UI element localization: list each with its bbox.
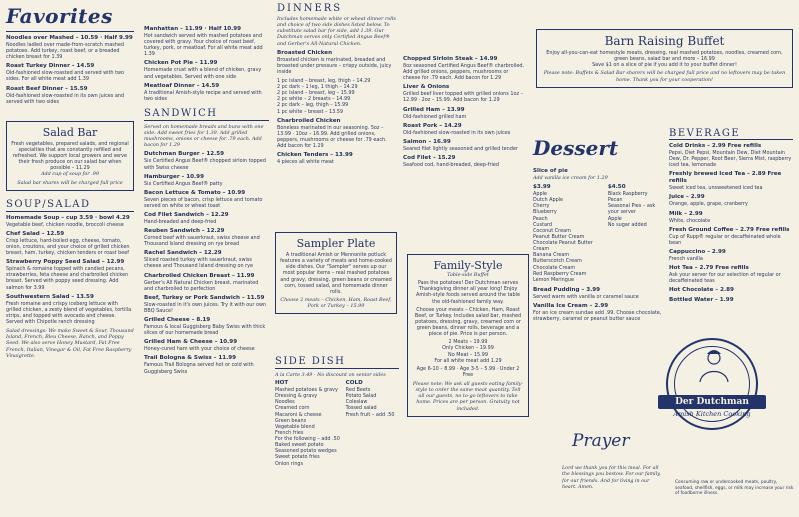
- pie-item: No sugar added: [607, 221, 647, 228]
- menu-item-desc: Cup of Rupp® regular or decaffeinated whole bean: [669, 233, 781, 246]
- pie-item: Chocolate Cream: [533, 264, 576, 271]
- menu-item-desc: Seared filet lightly seasoned and grilled tender: [403, 145, 518, 152]
- menu-item-name: Grilled Ham – 13.99: [403, 106, 465, 113]
- menu-item-desc: Pepsi, Diet Pepsi, Mountain Dew, Diet Mountain Dew, Dr. Pepper, Root Beer, Sierra Mist, raspberry iced tea, lemonade: [669, 149, 792, 169]
- slice-label: Slice of pie: [533, 168, 568, 174]
- barn-raising-title: Barn Raising Buffet: [604, 34, 725, 48]
- sampler-desc: A traditional Amish or Mennonite potluck features a variety of meats and home-cooked side dishes. Our "Sampler" serves up our most popular items – real mashed potatoes and gravy, dressing, green beans or creamed corn, tossed salad, and homemade dinner rolls.: [280, 252, 392, 295]
- menu-item-name: Cappuccino – 2.99: [669, 248, 726, 255]
- menu-item-desc: Corned beef with sauerkraut, swiss cheese and Thousand Island dressing on rye bread: [144, 235, 260, 248]
- menu-item-name: Grilled Cheese – 8.19: [144, 317, 211, 324]
- broasted-chicken: [277, 50, 396, 75]
- menu-item-desc: 8oz seasoned Certified Angus Beef® charbroiled. Add grilled onions, peppers, mushrooms or cheese for .79 each. Add bacon for 1.29: [403, 62, 525, 82]
- family-meat-option: Only Chicken – 19.99: [442, 345, 494, 352]
- chicken-piece-option: 2 pc dark – leg, thigh – 15.99: [277, 102, 349, 109]
- sandwich-title: SANDWICH: [144, 108, 269, 121]
- menu-item-desc: A traditional Amish-style recipe and served with two sides: [144, 89, 262, 102]
- pie-item: Pecan: [607, 197, 623, 204]
- menu-item-desc: Famous Trail Bologna served hot or cold with Guggisberg Swiss: [144, 362, 254, 375]
- menu-item-desc: Old-fashioned slow-roasted in its own juices: [403, 129, 511, 136]
- menu-item-name: Cold Drinks – 2.99 Free refills: [669, 143, 762, 149]
- menu-item: [144, 26, 269, 57]
- menu-item-name: Meatloaf Dinner – 14.59: [144, 82, 220, 89]
- menu-item-desc: 4 pieces all white meat: [277, 159, 334, 166]
- chicken-piece-option: 2 pc dark – 1 leg, 1 thigh – 14.29: [277, 84, 358, 91]
- barn-raising-desc: Enjoy all-you-can-eat homestyle meats, dressing, real mashed potatoes, noodles, creamed corn, green beans, salad bar and more – 16.99: [546, 50, 783, 63]
- hot-sides-list: [275, 387, 342, 467]
- menu-item: [669, 297, 793, 304]
- chicken-pieces-list: [277, 78, 396, 115]
- soup-salad-list: [6, 215, 134, 325]
- menu-item: [144, 60, 269, 79]
- menu-item-name: Grilled Ham & Cheese – 10.99: [144, 339, 238, 346]
- cold-label: COLD: [345, 380, 363, 387]
- menu-item-name: Liver & Onions: [403, 84, 450, 91]
- menu-item-name: Noodles over Mashed – 10.59 · Half 9.99: [6, 35, 133, 41]
- barn-raising-save: Save $1 on a slice of pie if you add it to your buffet dinner!: [592, 62, 737, 69]
- menu-item-desc: Six Certified Angus Beef® chopped sirloin topped with Swiss cheese: [144, 158, 266, 171]
- hot-side-item: French fries: [275, 429, 304, 436]
- menu-item-desc: Old-fashioned grilled ham: [403, 113, 467, 120]
- barn-raising-note: Please note: Buffets & Salad Bar sharers will be charged full price and no leftovers may be taken home. Thank you for your cooperation!: [543, 70, 786, 83]
- sandwich-list: [144, 151, 269, 374]
- hot-side-item: Vegetable blend: [275, 423, 315, 430]
- menu-item: [6, 294, 134, 325]
- menu-item: [669, 265, 793, 284]
- menu-item-desc: Ask your server for our selection of regular or decaffeinated teas: [669, 272, 781, 285]
- salad-bar-note: Add cup of soup for .99: [41, 171, 99, 178]
- fine-print: Consuming raw or undercooked meats, poultry, seafood, shellfish, eggs, or milk may increase your risk of foodborne illness.: [675, 480, 794, 497]
- buffet-column: [530, 0, 799, 130]
- family-style-note: Please note: We ask all guests eating family-style to order the same meat quantity. Tell all our guests, no to-go leftovers to take home. Prices are per person. Gratuity not included.: [412, 381, 524, 412]
- menu-item: [6, 86, 134, 105]
- family-meat-option: 2 Meats – 19.99: [448, 339, 488, 346]
- menu-item-name: Bacon Lettuce & Tomato – 10.99: [144, 189, 246, 196]
- pie-item: Custard: [533, 221, 553, 228]
- dessert-list: [533, 287, 663, 322]
- beverage-list: [669, 143, 793, 304]
- menu-item: [277, 152, 396, 165]
- menu-item: [144, 317, 269, 336]
- dinners-title: DINNERS: [277, 3, 343, 14]
- favorites-column: [0, 0, 138, 517]
- hot-side-item: Green beans: [275, 417, 307, 424]
- menu-item-desc: Spinach & romaine topped with candied pecans, strawberries, feta cheese and charbroiled chicken breast. Served with poppy seed dressing. Add salmon for 3.99: [6, 266, 129, 291]
- menu-item-desc: French vanilla: [669, 255, 703, 262]
- logo-subtitle: Amish Kitchen Cooking: [673, 410, 751, 418]
- pie-item: Coconut Cream: [533, 227, 571, 234]
- cold-side-item: Potato Salad: [345, 393, 377, 400]
- menu-item-desc: Boneless marinated in our seasoning. 5oz – 13.99 · 10oz – 16.99. Add grilled onions, peppers, mushrooms or cheese for .79 each. Add bacon for 1.29: [277, 124, 387, 150]
- favorites-title: Favorites: [6, 4, 113, 28]
- hot-side-item: For the following – add .50: [275, 436, 340, 443]
- menu-item: [144, 273, 269, 292]
- menu-item-desc: Grilled beef liver topped with grilled onions 1oz – 12.99 · 2oz – 15.99. Add bacon for 1.29: [403, 91, 524, 104]
- menu-item-desc: Slow-roasted in it's own juices. Try it with our own BBQ Sauce!: [144, 301, 267, 314]
- menu-item: [669, 194, 793, 207]
- menu-item: [6, 259, 134, 290]
- menu-item-name: Homemade Soup – cup 3.59 · bowl 4.29: [6, 214, 130, 221]
- menu-item: [403, 107, 525, 120]
- hot-label: HOT: [275, 380, 289, 387]
- sampler-choices: Choose 2 meats – Chicken, Ham, Roast Beef, Pork or Turkey – 15.99: [280, 296, 392, 309]
- prayer-text: Lord we thank you for this meal. For all the blessings you bestow. For our family, for our friends. And for living in our heart. Amen.: [562, 466, 661, 491]
- cold-sides-list: [346, 387, 399, 418]
- pie-item: Seasonal Pies – ask your server: [607, 203, 656, 216]
- dinners-list: [277, 118, 396, 166]
- menu-item: [403, 123, 525, 136]
- family-style-desc: Pass the potatoes! Der Dutchman serves Thanksgiving dinner all year long! Enjoy Amish-style foods served around the table the old-fashioned family way.: [416, 280, 520, 305]
- family-meat-option: No Meat – 15.99: [448, 351, 488, 358]
- menu-item-name: Chopped Sirloin Steak – 14.99: [403, 56, 498, 62]
- menu-item: [144, 295, 269, 314]
- menu-item-name: Cod Filet Sandwich – 12.29: [144, 212, 229, 219]
- dinners-column-2: [400, 0, 528, 250]
- dinners-column: [273, 0, 399, 230]
- chicken-piece-option: 1 pc island – breast, leg, thigh – 14.29: [277, 77, 371, 84]
- menu-item-name: Strawberry Poppy Seed Salad – 12.99: [6, 259, 125, 266]
- menu-item-name: Chicken Tenders – 13.99: [277, 152, 353, 159]
- menu-item: [669, 143, 793, 168]
- menu-item-desc: Six Certified Angus Beef® patty: [144, 180, 223, 187]
- menu-item-name: Southwestern Salad – 13.59: [6, 293, 94, 300]
- menu-item-name: Reuben Sandwich – 12.29: [144, 228, 225, 235]
- price-b: $4.50: [607, 184, 626, 191]
- menu-item-name: Hot Chocolate – 2.89: [669, 287, 734, 294]
- hot-side-item: Dressing & gravy: [275, 393, 318, 400]
- pie-item: Butterscotch Cream: [533, 258, 582, 265]
- hot-side-item: Mashed potatoes & gravy: [275, 387, 338, 394]
- a-la-carte: A la Carte 3.49 · No discount on senior sides: [275, 372, 386, 378]
- pie-item: Apple: [607, 215, 622, 222]
- menu-item-desc: Fresh romaine and crispy iceberg lettuce with grilled chicken, a zesty blend of vegetables, tortilla strips, and topped with avocado and cheese. Served with Chipotle ranch dressing: [6, 300, 132, 326]
- hot-side-item: Onion rings: [275, 460, 304, 467]
- pie-item: Peanut Butter Cream: [533, 233, 585, 240]
- cold-side-item: Red Beets: [345, 387, 371, 394]
- menu-item-desc: Hand-breaded and deep-fried: [144, 219, 217, 226]
- sandwich-intro: Served on homemade breads and buns with one side. Add sweet fries for 1.39. Add grilled mushrooms, onions or cheese for .79 each. Add bacon for 1.29: [144, 123, 264, 149]
- menu-item-name: Charbroiled Chicken: [277, 117, 341, 124]
- family-style-title: Family-Style: [433, 259, 503, 272]
- menu-item: [669, 249, 793, 262]
- menu-item-desc: Noodles ladled over made-from-scratch mashed potatoes. Add turkey, roast beef, or a breaded chicken breast for 1.39: [6, 41, 124, 61]
- menu-item: [144, 174, 269, 187]
- menu-item-name: Roast Pork – 14.29: [403, 122, 462, 129]
- family-style-meats: [412, 339, 524, 364]
- menu-item-name: Roast Beef Dinner – 15.59: [6, 85, 88, 92]
- pie-item: Chocolate Peanut Butter Cream: [533, 240, 593, 253]
- menu-item-name: Chef Salad – 12.59: [6, 230, 65, 237]
- sampler-box: [275, 232, 397, 314]
- pie-price-cols: [533, 184, 663, 283]
- sampler-title: Sampler Plate: [296, 237, 376, 250]
- menu-item-desc: Vegetable beef, chicken noodle, broccoli cheese: [6, 221, 124, 228]
- menu-item-name: Bottled Water – 1.99: [669, 297, 734, 304]
- menu-item-name: Dutchman Burger – 12.59: [144, 151, 225, 158]
- broasted-chicken-name: Broasted Chicken: [277, 49, 333, 56]
- family-meat-option: For all white meat add 1.29: [434, 357, 502, 364]
- chicken-piece-option: 1 pc white – breast – 13.59: [277, 108, 343, 115]
- menu-item: [6, 63, 134, 82]
- dessert-section: [533, 136, 663, 325]
- dessert-title: Dessert: [533, 136, 619, 160]
- menu-item-name: Vanilla Ice Cream – 2.99: [533, 303, 609, 310]
- menu-item-desc: Old-fashioned slow-roasted and served with two sides. For all white meat add 1.39: [6, 70, 124, 83]
- menu-item-name: Charbroiled Chicken Breast – 11.99: [144, 272, 255, 279]
- menu-item: [403, 84, 525, 103]
- menu-item: [533, 303, 663, 322]
- menu-item: [144, 212, 269, 225]
- menu-item: [669, 287, 793, 294]
- menu-item-desc: Hot sandwich served with mashed potatoes and covered with gravy. Your choice of roast beef, turkey, pork, or meatloaf. For all white meat add 1.39: [144, 32, 263, 58]
- menu-item: [533, 287, 663, 300]
- menu-item: [6, 231, 134, 256]
- pie-item: Lemon Meringue: [533, 276, 574, 283]
- menu-item: [669, 211, 793, 224]
- menu-item-name: Salmon – 16.99: [403, 138, 451, 145]
- hot-side-item: Noodles: [275, 399, 295, 406]
- salad-dressings: Salad dressings: We make Sweet & Sour, Thousand Island, French, Bleu Cheese, Ranch, and Poppy Seed. We also serve Honey Mustard, Fat Free French, Italian, Vinegar & Oil, Fat Free Raspberry Vinaigrette.: [6, 328, 134, 359]
- menu-item-name: Bread Pudding – 3.99: [533, 286, 601, 293]
- menu-item-desc: Old-fashioned slow-roasted in its own juices and served with two sides: [6, 92, 125, 105]
- cook-figure-icon: [694, 348, 734, 382]
- pie-item: Black Raspberry: [607, 191, 648, 198]
- family-style-ages: Age 6-10 – 8.99 · Age 3-5 – 5.99 · Under 2 Free: [416, 365, 520, 378]
- menu-item-name: Freshly brewed Iced Tea – 2.89 Free refills: [669, 171, 782, 185]
- menu-item: [403, 56, 525, 81]
- cold-side-item: Tossed salad: [345, 405, 377, 412]
- family-style-choose: Choose your meats – Chicken, Ham, Roast Beef, or Turkey. Includes salad bar, mashed potatoes, dressing, gravy, creamed corn or green beans, dinner rolls, beverage and a piece of pie. Price is per person.: [414, 306, 522, 338]
- pie-item: Peach: [533, 215, 548, 222]
- hot-side-item: Baked sweet potato: [275, 442, 324, 449]
- menu-item-name: Juice – 2.99: [669, 194, 705, 201]
- divider: [6, 31, 134, 32]
- menu-item: [144, 83, 269, 102]
- prayer-title: Prayer: [572, 431, 630, 451]
- menu-item-desc: Famous & local Guggisberg Baby Swiss with thick slices of our homemade bread: [144, 324, 266, 337]
- cold-side-item: Coleslaw: [345, 399, 368, 406]
- pie-item: Banana Cream: [533, 252, 570, 259]
- menu-item: [403, 139, 525, 152]
- side-dish-section: [275, 352, 399, 467]
- menu-item: [144, 339, 269, 352]
- menu-item-desc: Sliced roasted turkey with sauerkraut, swiss cheese and Thousand Island dressing on rye: [144, 257, 254, 270]
- menu-item-desc: White, chocolate: [669, 217, 711, 224]
- pie-item: Red Raspberry Cream: [533, 270, 587, 277]
- menu-item-name: Fresh Ground Coffee – 2.79 Free refills: [669, 226, 790, 233]
- menu-item: [669, 227, 793, 246]
- menu-item: [144, 151, 269, 170]
- broasted-chicken-desc: Broasted chicken is marinated, breaded and broasted under pressure – crispy outside, juicy inside: [277, 56, 392, 75]
- pie-item: Apple: [533, 191, 547, 198]
- price-a: $3.99: [533, 184, 551, 191]
- hot-side-item: Seasoned potato wedges: [275, 448, 337, 455]
- logo-title: Der Dutchman: [658, 395, 766, 409]
- menu-item-desc: Crisp lettuce, hard-boiled egg, cheese, tomato, onion, croutons, and your choice of grilled chicken breast, ham, turkey, chicken tenders or roast beef: [6, 237, 130, 257]
- menu-item: [144, 228, 269, 247]
- menu-item-name: Cod Filet – 15.29: [403, 154, 456, 161]
- menu-item: [144, 250, 269, 269]
- hot-side-item: Macaroni & cheese: [275, 411, 322, 418]
- favorites-list: [6, 35, 134, 105]
- menu-item-desc: Sweet iced tea, unsweetened iced tea: [669, 185, 763, 192]
- menu-item-name: Roast Turkey Dinner – 14.59: [6, 63, 95, 70]
- beverage-title: BEVERAGE: [669, 128, 793, 140]
- chicken-piece-option: 2 pc white – 2 breasts – 14.99: [277, 96, 351, 103]
- side-dish-title: SIDE DISH: [275, 356, 399, 369]
- menu-item: [277, 118, 396, 149]
- pie-item: Cherry: [533, 203, 550, 210]
- menu-item-desc: Served warm with vanilla or caramel sauce: [533, 293, 639, 300]
- menu-item-name: Hamburger – 10.99: [144, 173, 204, 180]
- salad-bar-box: [6, 121, 134, 191]
- menu-item: [669, 171, 793, 191]
- hot-side-item: Creamed corn: [275, 405, 310, 412]
- family-style-subtitle: Table-side Buffet: [447, 272, 489, 278]
- pies-a-list: [533, 191, 602, 283]
- menu-item-desc: Seafood cod, hand-breaded, deep-fried: [403, 161, 499, 168]
- family-style-box: [407, 254, 529, 417]
- pie-item: Dutch Apple: [533, 197, 564, 204]
- menu-item-name: Rachel Sandwich – 12.29: [144, 250, 222, 257]
- menu-item-name: Beef, Turkey or Pork Sandwich – 11.59: [144, 294, 265, 301]
- salad-bar-title: Salad Bar: [42, 125, 98, 139]
- favorites-list-2: [144, 26, 269, 102]
- favorites-column-2: [140, 0, 272, 517]
- slice-note: Add vanilla ice cream for 1.29: [533, 174, 608, 181]
- menu-item: [144, 190, 269, 209]
- menu-item-name: Trail Bologna & Swiss – 11.99: [144, 355, 237, 362]
- pie-item: Blueberry: [533, 209, 557, 216]
- hot-side-item: Sweet potato fries: [275, 454, 320, 461]
- pies-b-list: [608, 191, 663, 228]
- menu-item-desc: Seven pieces of bacon, crisp lettuce and tomato served on white or wheat toast: [144, 196, 263, 209]
- dinners-intro: Includes homemade white or wheat dinner rolls and choice of two side dishes listed below. To substitute salad bar for side, add 1.39. Our Dutchman serves only Certified Angus Beef® and Gerber's All-Natural Chicken.: [277, 16, 396, 47]
- chicken-piece-option: 2 pc island – breast, leg – 15.99: [277, 90, 355, 97]
- cold-side-item: Fresh fruit – add .50: [345, 411, 395, 418]
- menu-item-desc: Gerber's All Natural Chicken breast, marinated and charbroiled to perfection: [144, 279, 259, 292]
- salad-bar-footnote: Salad bar shares will be charged full price: [17, 179, 123, 186]
- menu-item: [6, 35, 134, 60]
- dinners-list-2: [403, 56, 525, 168]
- menu-item: [403, 155, 525, 168]
- menu-item-name: Manhattan – 11.99 · Half 10.99: [144, 26, 242, 32]
- menu-item: [6, 215, 134, 228]
- menu-item-name: Chicken Pot Pie – 11.99: [144, 60, 218, 67]
- barn-raising-box: [536, 29, 793, 88]
- menu-item: [144, 355, 269, 374]
- salad-bar-desc: Fresh vegetables, prepared salads, and regional specialties that are constantly refilled and refreshed. We support local growers and serve their fresh produce on our salad bar when possible – 11.29: [11, 140, 129, 172]
- menu-item-desc: Orange, apple, grape, cranberry: [669, 201, 748, 208]
- menu-item-name: Milk – 2.99: [669, 210, 703, 217]
- menu-item-name: Hot Tea – 2.79 Free refills: [669, 265, 749, 272]
- menu-item-desc: For an ice cream sundae add .99. Choose chocolate, strawberry, caramel or peanut butter sauce: [533, 310, 662, 323]
- beverage-section: [669, 128, 793, 307]
- side-dish-cols: [275, 380, 399, 467]
- menu-item-desc: Honey-cured ham with your choice of cheese: [144, 346, 255, 353]
- soup-salad-title: SOUP/SALAD: [6, 199, 134, 212]
- menu-item-desc: Homemade crust with a blend of chicken, gravy and vegetables. Served with one side: [144, 67, 262, 80]
